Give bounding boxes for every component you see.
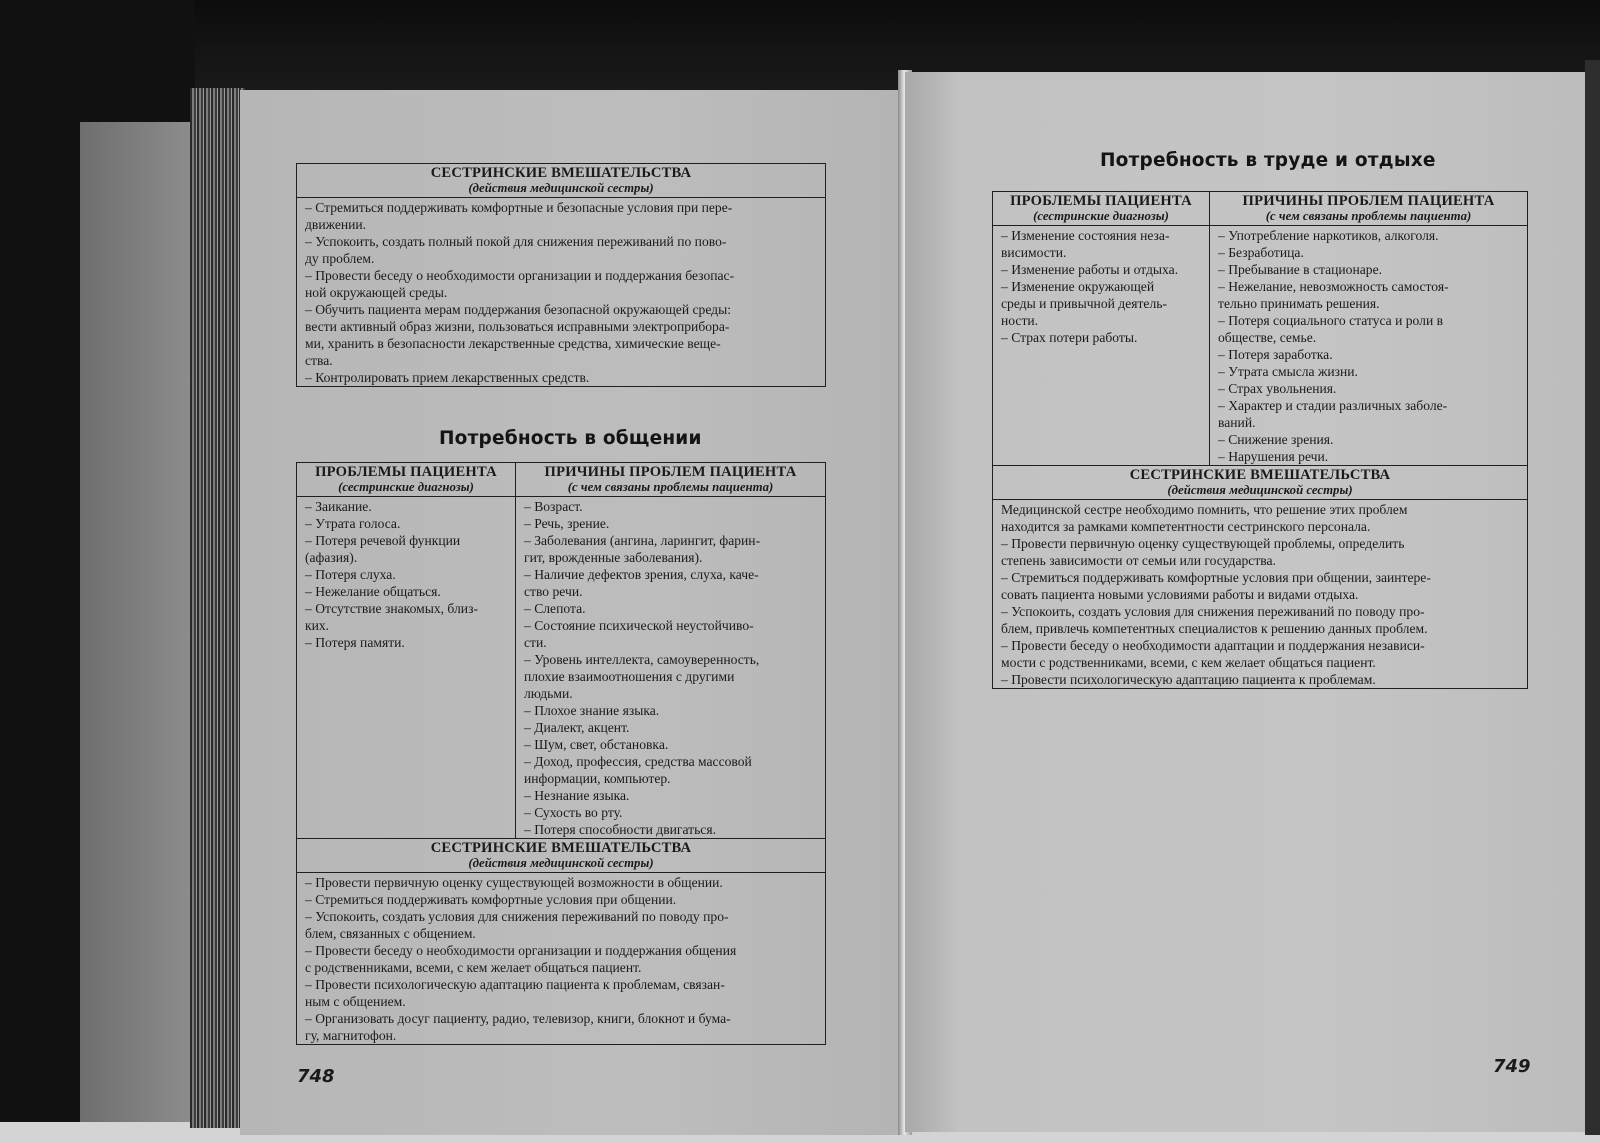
text-line: – Доход, профессия, средства массовой xyxy=(524,754,752,769)
col-header-problems xyxy=(297,463,516,497)
header-subtitle: (с чем связаны проблемы пациента) xyxy=(1265,209,1472,223)
text-line: – Состояние психической неустойчиво- xyxy=(524,618,754,633)
section-heading-work-rest: Потребность в труде и отдыхе xyxy=(1100,150,1436,171)
text-line: – Провести психологическую адаптацию пациента к проблемам. xyxy=(1001,672,1376,687)
header-title: ПРИЧИНЫ ПРОБЛЕМ ПАЦИЕНТА xyxy=(1242,193,1495,209)
text-line: – Потеря заработка. xyxy=(1218,347,1333,362)
text-line: среды и привычной деятель- xyxy=(1001,296,1167,311)
text-line: ства. xyxy=(305,353,333,368)
text-line: – Успокоить, создать условия для снижения переживаний по поводу про- xyxy=(305,909,729,924)
text-line: – Слепота. xyxy=(524,601,586,616)
header-subtitle: (действия медицинской сестры) xyxy=(1167,483,1353,497)
text-line: – Потеря слуха. xyxy=(305,567,396,582)
text-line: ство речи. xyxy=(524,584,583,599)
header-title: СЕСТРИНСКИЕ ВМЕШАТЕЛЬСТВА xyxy=(430,165,692,181)
text-line: – Страх потери работы. xyxy=(1001,330,1138,345)
text-line: ной окружающей среды. xyxy=(305,285,448,300)
page-stack-edges xyxy=(190,88,245,1128)
text-line: гу, магнитофон. xyxy=(305,1028,397,1043)
header-title: СЕСТРИНСКИЕ ВМЕШАТЕЛЬСТВА xyxy=(430,840,692,856)
text-line: – Отсутствие знакомых, близ- xyxy=(305,601,478,616)
interventions-cell xyxy=(993,500,1528,689)
text-line: – Безработица. xyxy=(1218,245,1304,260)
text-line: мости с родственниками, всеми, с кем желает общаться пациент. xyxy=(1001,655,1376,670)
text-line: – Успокоить, создать полный покой для снижения переживаний по пово- xyxy=(305,234,727,249)
text-line: – Контролировать прием лекарственных средств. xyxy=(305,370,590,385)
header-subtitle: (сестринские диагнозы) xyxy=(338,480,474,494)
text-line: – Уровень интеллекта, самоуверенность, xyxy=(524,652,760,667)
text-line: – Диалект, акцент. xyxy=(524,720,630,735)
text-line: с родственниками, всеми, с кем желает общаться пациент. xyxy=(305,960,642,975)
text-line: – Стремиться поддерживать комфортные условия при общении, заинтере- xyxy=(1001,570,1431,585)
text-line: гит, врожденные заболевания). xyxy=(524,550,703,565)
text-line: обществе, семье. xyxy=(1218,330,1317,345)
text-line: – Потеря социального статуса и роли в xyxy=(1218,313,1444,328)
col-header-causes xyxy=(1210,192,1528,226)
text-line: – Пребывание в стационаре. xyxy=(1218,262,1383,277)
text-line: ких. xyxy=(305,618,330,633)
text-line: – Провести беседу о необходимости организации и поддержания безопас- xyxy=(305,268,735,283)
text-line: – Утрата смысла жизни. xyxy=(1218,364,1358,379)
text-line: – Обучить пациента мерам поддержания безопасной окружающей среды: xyxy=(305,302,732,317)
col-header-problems xyxy=(993,192,1210,226)
book-cover-edge xyxy=(80,122,190,1122)
text-line: ду проблем. xyxy=(305,251,375,266)
text-line: – Потеря речевой функции xyxy=(305,533,461,548)
text-line: степень зависимости от семьи или государства. xyxy=(1001,553,1276,568)
text-line: ным с общением. xyxy=(305,994,406,1009)
text-line: плохие взаимоотношения с другими xyxy=(524,669,735,684)
problems-cell xyxy=(297,497,516,839)
text-line: – Заболевания (ангина, ларингит, фарин- xyxy=(524,533,761,548)
text-line: – Стремиться поддерживать комфортные условия при общении. xyxy=(305,892,677,907)
text-line: блем, привлечь компетентных специалистов к решению данных проблем. xyxy=(1001,621,1428,636)
text-line: – Провести первичную оценку существующей проблемы, определить xyxy=(1001,536,1405,551)
text-line: (афазия). xyxy=(305,550,358,565)
page-number-left: 748 xyxy=(297,1066,335,1087)
header-title: ПРИЧИНЫ ПРОБЛЕМ ПАЦИЕНТА xyxy=(544,464,797,480)
text-line: – Сухость во рту. xyxy=(524,805,623,820)
text-line: – Утрата голоса. xyxy=(305,516,401,531)
text-line: тельно принимать решения. xyxy=(1218,296,1380,311)
col-header-causes xyxy=(516,463,826,497)
text-line: висимости. xyxy=(1001,245,1067,260)
causes-cell xyxy=(1210,226,1528,466)
text-line: – Потеря памяти. xyxy=(305,635,405,650)
header-subtitle: (действия медицинской сестры) xyxy=(468,181,654,195)
text-line: – Характер и стадии различных заболе- xyxy=(1218,398,1448,413)
text-line: – Речь, зрение. xyxy=(524,516,610,531)
text-line: ми, хранить в безопасности лекарственные средства, химические веще- xyxy=(305,336,721,351)
interventions-cell xyxy=(297,198,826,387)
table-header xyxy=(297,164,826,198)
text-line: – Провести беседу о необходимости организации и поддержания общения xyxy=(305,943,737,958)
text-line: – Нежелание общаться. xyxy=(305,584,441,599)
text-line: людьми. xyxy=(524,686,573,701)
text-line: – Наличие дефектов зрения, слуха, каче- xyxy=(524,567,759,582)
left-interventions-table xyxy=(296,163,826,387)
header-title: ПРОБЛЕМЫ ПАЦИЕНТА xyxy=(315,464,497,480)
header-subtitle: (с чем связаны проблемы пациента) xyxy=(567,480,774,494)
text-line: – Провести беседу о необходимости адаптации и поддержания независи- xyxy=(1001,638,1425,653)
text-line: находится за рамками компетентности сестринского персонала. xyxy=(1001,519,1371,534)
text-line: – Успокоить, создать условия для снижения переживаний по поводу про- xyxy=(1001,604,1425,619)
header-subtitle: (сестринские диагнозы) xyxy=(1033,209,1169,223)
text-line: – Провести первичную оценку существующей возможности в общении. xyxy=(305,875,723,890)
text-line: совать пациента новыми условиями работы и видами отдыха. xyxy=(1001,587,1359,602)
header-subtitle: (действия медицинской сестры) xyxy=(468,856,654,870)
text-line: – Возраст. xyxy=(524,499,583,514)
work-rest-table xyxy=(992,191,1528,689)
text-line: – Потеря способности двигаться. xyxy=(524,822,716,837)
text-line: – Незнание языка. xyxy=(524,788,630,803)
text-line: ваний. xyxy=(1218,415,1256,430)
problems-cell xyxy=(993,226,1210,466)
text-line: – Снижение зрения. xyxy=(1218,432,1334,447)
text-line: – Изменение работы и отдыха. xyxy=(1001,262,1179,277)
interventions-header xyxy=(993,466,1528,500)
text-line: – Шум, свет, обстановка. xyxy=(524,737,669,752)
communication-table xyxy=(296,462,826,1045)
text-line: – Изменение окружающей xyxy=(1001,279,1155,294)
text-line: – Нарушения речи. xyxy=(1218,449,1329,464)
section-heading-communication: Потребность в общении xyxy=(439,428,702,449)
text-line: – Употребление наркотиков, алкоголя. xyxy=(1218,228,1439,243)
text-line: движении. xyxy=(305,217,367,232)
text-line: вести активный образ жизни, пользоваться исправными электроприбора- xyxy=(305,319,730,334)
text-line: – Нежелание, невозможность самостоя- xyxy=(1218,279,1449,294)
text-line: – Стремиться поддерживать комфортные и безопасные условия при пере- xyxy=(305,200,733,215)
interventions-cell xyxy=(297,873,826,1045)
text-line: – Организовать досуг пациенту, радио, телевизор, книги, блокнот и бума- xyxy=(305,1011,731,1026)
dark-background-right xyxy=(1585,60,1600,1135)
text-line: блем, связанных с общением. xyxy=(305,926,476,941)
text-line: – Изменение состояния неза- xyxy=(1001,228,1170,243)
text-line: ности. xyxy=(1001,313,1039,328)
text-line: – Страх увольнения. xyxy=(1218,381,1337,396)
page-number-right: 749 xyxy=(1493,1056,1531,1077)
text-line: информации, компьютер. xyxy=(524,771,671,786)
text-line: Медицинской сестре необходимо помнить, что решение этих проблем xyxy=(1001,502,1408,517)
text-line: сти. xyxy=(524,635,547,650)
text-line: – Провести психологическую адаптацию пациента к проблемам, связан- xyxy=(305,977,725,992)
text-line: – Заикание. xyxy=(305,499,372,514)
header-title: СЕСТРИНСКИЕ ВМЕШАТЕЛЬСТВА xyxy=(1129,467,1391,483)
causes-cell xyxy=(516,497,826,839)
interventions-header xyxy=(297,839,826,873)
text-line: – Плохое знание языка. xyxy=(524,703,660,718)
header-title: ПРОБЛЕМЫ ПАЦИЕНТА xyxy=(1010,193,1192,209)
